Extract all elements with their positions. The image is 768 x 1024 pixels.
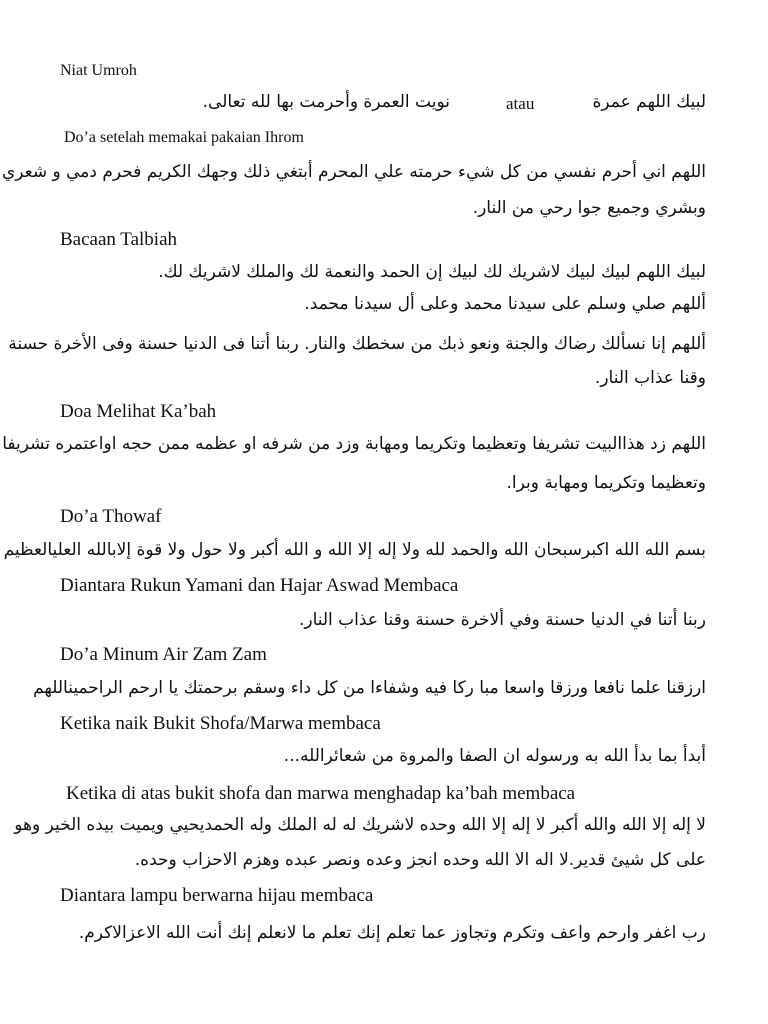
- heading-bacaan-talbiah: Bacaan Talbiah: [60, 229, 178, 250]
- heading-lampu-hijau: Diantara lampu berwarna hijau membaca: [60, 885, 374, 906]
- arabic-atas-bukit-line-2: على كل شيئ قدير.لا اله الا الله وحده انجز وعده ونصر عبده وهزم الاحزاب وحده.: [134, 850, 706, 870]
- arabic-zamzam: ارزقنا علما نافعا ورزقا واسعا مبا ركا فيه وشفاءا من كل داء وسقم برحمتك يا ارحم الراحميناللهم: [33, 678, 706, 698]
- arabic-niat-option-1: نويت العمرة وأحرمت بها لله تعالى.: [202, 92, 450, 112]
- arabic-kabah-line-2: وتعظيما وتكريما ومهابة وبرا.: [506, 473, 706, 493]
- heading-doa-melihat-kabah: Doa Melihat Ka’bah: [60, 401, 217, 422]
- arabic-doa-ihrom-line-2: وبشري وجميع جوا رحي من النار.: [472, 198, 706, 218]
- arabic-bukit-shofa: أبدأ بما بدأ الله به ورسوله ان الصفا والمروة من شعائرالله...: [283, 746, 706, 766]
- heading-doa-ihrom: Do’a setelah memakai pakaian Ihrom: [64, 129, 304, 146]
- heading-niat-umroh: Niat Umroh: [60, 62, 137, 79]
- arabic-talbiah-line-2: أللهم صلي وسلم على سيدنا محمد وعلى أل سيدنا محمد.: [304, 294, 706, 314]
- arabic-thowaf: بسم الله الله اكبرسبحان الله والحمد لله ولا إله إلا الله و الله أكبر ولا حول ولا قوة إلابالله العليالعظيم: [3, 540, 706, 560]
- arabic-talbiah-line-3: أللهم إنا نسألك رضاك والجنة ونعو ذبك من سخطك والنار. ربنا أتنا فى الدنيا حسنة وفى الأخرة حسنة: [8, 334, 706, 354]
- heading-bukit-shofa: Ketika naik Bukit Shofa/Marwa membaca: [60, 713, 381, 734]
- heading-doa-zamzam: Do’a Minum Air Zam Zam: [60, 644, 267, 665]
- arabic-rukun-yamani: ربنا أتنا في الدنيا حسنة وفي ألاخرة حسنة وقنا عذاب النار.: [298, 610, 706, 630]
- arabic-talbiah-line-1: لبيك اللهم لبيك لبيك لاشريك لك لبيك إن الحمد والنعمة لك والملك لاشريك لك.: [158, 262, 706, 282]
- arabic-niat-option-2: لبيك اللهم عمرة: [592, 92, 706, 112]
- arabic-lampu-hijau: رب اغفر وارحم واعف وتكرم وتجاوز عما تعلم إنك تعلم ما لانعلم إنك أنت الله الاعزالاكرم.: [78, 923, 706, 943]
- arabic-doa-ihrom-line-1: اللهم اني أحرم نفسي من كل شيء حرمته علي المحرم أبتغي ذلك وجهك الكريم فحرم دمي و شعري: [1, 162, 706, 182]
- heading-doa-thowaf: Do’a Thowaf: [60, 506, 162, 527]
- arabic-talbiah-line-4: وقنا عذاب النار.: [594, 368, 706, 388]
- arabic-atas-bukit-line-1: لا إله إلا الله والله أكبر لا إله إلا الله وحده لاشريك له له الملك وله الحمديحيي ويميت بيده الخير وهو: [14, 815, 706, 835]
- heading-rukun-yamani: Diantara Rukun Yamani dan Hajar Aswad Membaca: [60, 575, 459, 596]
- connector-atau: atau: [506, 94, 535, 113]
- arabic-kabah-line-1: اللهم زد هذاالبيت تشريفا وتعظيما وتكريما ومهابة وزد من شرفه او عظمه ممن حجه اواعتمره تشريفا: [2, 434, 706, 454]
- heading-atas-bukit: Ketika di atas bukit shofa dan marwa menghadap ka’bah membaca: [66, 783, 576, 804]
